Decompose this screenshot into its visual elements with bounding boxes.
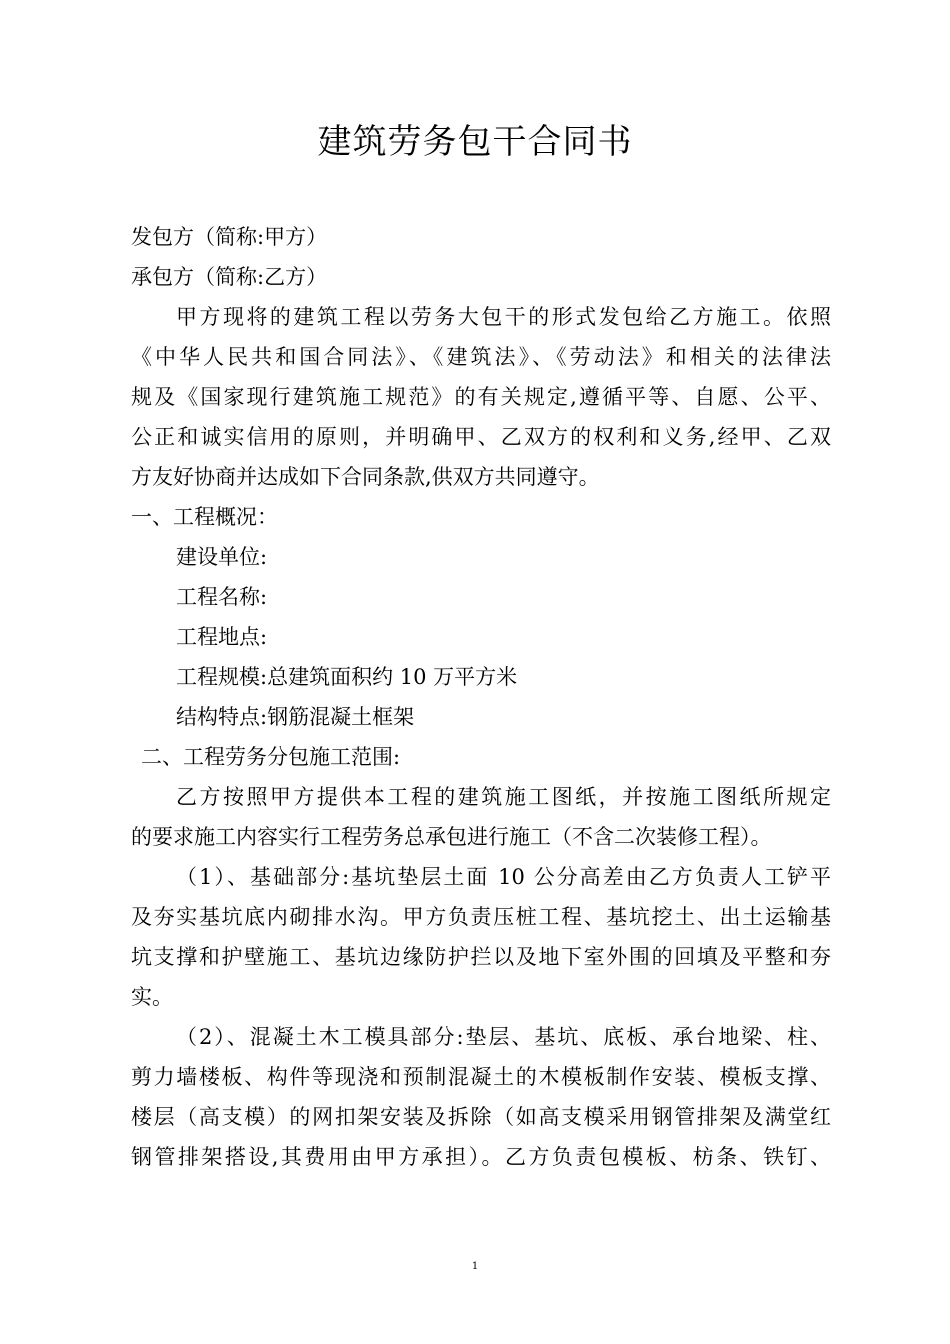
- preamble-line: 方友好协商并达成如下合同条款,供双方共同遵守。: [131, 465, 600, 489]
- clause1-line: （1）、基础部分:基坑垫层土面 10 公分高差由乙方负责人工铲平: [176, 865, 831, 889]
- clause2-paragraph: [131, 1017, 831, 1177]
- document-title: 建筑劳务包干合同书: [317, 122, 633, 162]
- section2-intro-line: 的要求施工内容实行工程劳务总承包进行施工（不含二次装修工程）。: [131, 825, 772, 849]
- clause1-line: 及夯实基坑底内砌排水沟。甲方负责压桩工程、基坑挖土、出土运输基: [131, 905, 831, 929]
- clause2-line: 楼层（高支模）的网扣架安装及拆除（如高支模采用钢管排架及满堂红: [131, 1105, 831, 1129]
- preamble-line: 《中华人民共和国合同法》、《建筑法》、《劳动法》和相关的法律法: [131, 345, 831, 369]
- section1-item: 结构特点:钢筋混凝土框架: [176, 705, 415, 729]
- section2-intro-line: 乙方按照甲方提供本工程的建筑施工图纸，并按施工图纸所规定: [176, 785, 831, 809]
- section1-item: 工程名称:: [176, 585, 268, 609]
- party-b-line: 承包方（简称:乙方）: [131, 265, 328, 289]
- preamble-line: 公正和诚实信用的原则，并明确甲、乙双方的权利和义务,经甲、乙双: [131, 425, 831, 449]
- preamble-line: 规及《国家现行建筑施工规范》的有关规定,遵循平等、自愿、公平、: [131, 385, 831, 409]
- section1-item: 工程地点:: [176, 625, 268, 649]
- section1-heading: 一、工程概况：: [131, 505, 278, 529]
- party-a-line: 发包方（简称:甲方）: [131, 225, 328, 249]
- clause1-line: 坑支撑和护壁施工、基坑边缘防护拦以及地下室外围的回填及平整和夯: [131, 945, 831, 969]
- section1-item: 工程规模:总建筑面积约 10 万平方米: [176, 665, 518, 689]
- page-number: 1: [471, 1261, 479, 1272]
- document-body: [131, 217, 831, 1177]
- section2-heading: 二、工程劳务分包施工范围:: [141, 745, 401, 769]
- preamble-paragraph: [131, 297, 831, 497]
- section2-intro-paragraph: [131, 777, 831, 857]
- section1-item: 建设单位:: [176, 545, 268, 569]
- clause1-paragraph: [131, 857, 831, 1017]
- preamble-line: 甲方现将的建筑工程以劳务大包干的形式发包给乙方施工。依照: [176, 305, 831, 329]
- clause2-line: （2）、混凝土木工模具部分:垫层、基坑、底板、承台地梁、柱、: [176, 1025, 831, 1049]
- clause2-line: 剪力墙楼板、构件等现浇和预制混凝土的木模板制作安装、模板支撑、: [131, 1065, 831, 1089]
- clause2-line: 钢管排架搭设,其费用由甲方承担）。乙方负责包模板、枋条、铁钉、: [131, 1145, 831, 1169]
- clause1-line: 实。: [131, 985, 173, 1009]
